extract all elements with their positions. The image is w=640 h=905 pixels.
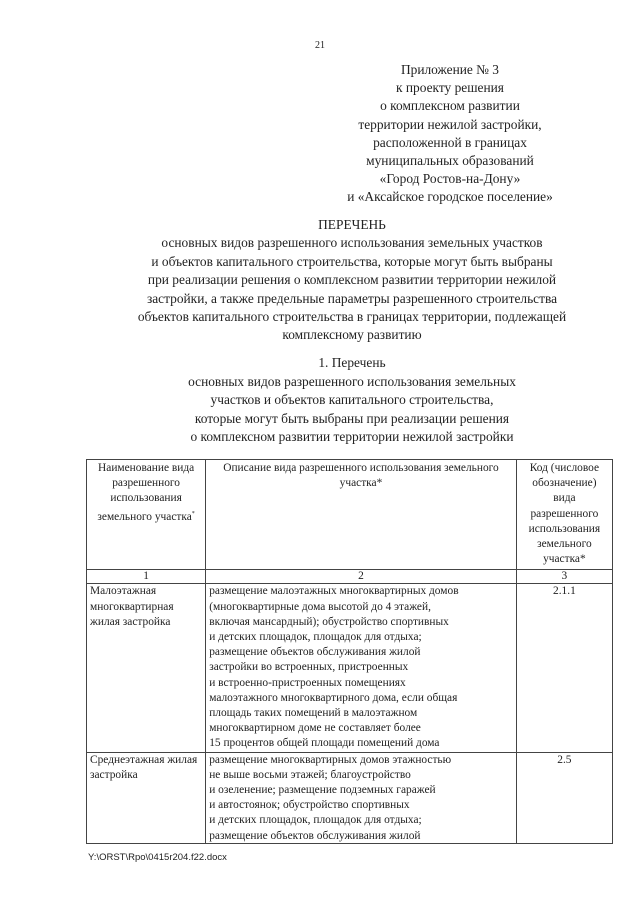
description-line: размещение многоквартирных домов этажностью: [209, 753, 452, 766]
annex-line: расположенной в границах: [373, 134, 527, 150]
table-row: [87, 752, 613, 843]
annex-block: [330, 61, 570, 207]
description-line: и автостоянок; обустройство спортивных: [209, 799, 410, 812]
description-line: застройки во встроенных, пристроенных: [209, 661, 409, 674]
title-line: основных видов разрешенного использования земельных участков: [161, 235, 543, 251]
description-line: и детских площадок, площадок для отдыха;: [209, 814, 422, 827]
description-line: многоквартирном доме не составляет более: [209, 722, 421, 735]
title-line: и объектов капитального строительства, которые могут быть выбраны: [151, 253, 553, 269]
section-line: участков и объектов капитального строительства,: [210, 392, 494, 408]
description-line: размещение объектов обслуживания жилой: [209, 646, 421, 659]
description-line: (многоквартирные дома высотой до 4 этажей,: [209, 600, 431, 613]
description-line: площадь таких помещений в малоэтажном: [209, 707, 418, 720]
description-line: и встроенно-пристроенных помещениях: [209, 676, 406, 689]
header-code: Код (числовое обозначение) вида разрешенного использования земельного участка*: [516, 460, 612, 570]
title-line: при реализации решения о комплексном развитии территории нежилой: [147, 272, 557, 288]
column-number: 3: [516, 570, 612, 584]
section-heading: 1. Перечень: [318, 355, 386, 370]
section-line: о комплексном развитии территории нежилой застройки: [190, 429, 514, 445]
title-line: застройки, а также предельные параметры разрешенного строительства: [146, 290, 558, 306]
header-description: Описание вида разрешенного использования земельного участка*: [206, 460, 517, 570]
description-line: 15 процентов общей площади помещений дома: [209, 737, 440, 750]
annex-line: «Город Ростов-на-Дону»: [379, 171, 521, 187]
annex-line: о комплексном развитии: [380, 98, 520, 114]
section-title: [120, 354, 584, 447]
annex-line: муниципальных образований: [366, 153, 534, 169]
description-line: и озеленение; размещение подземных гаражей: [209, 784, 436, 797]
description-line: и детских площадок, площадок для отдыха;: [209, 631, 422, 644]
land-use-table: [86, 459, 613, 844]
description-line: размещение малоэтажных многоквартирных домов: [209, 585, 459, 598]
header-name: Наименование вида разрешенного использования земельного участка*: [87, 460, 206, 570]
table-row: [87, 584, 613, 752]
page-number: 21: [315, 40, 325, 51]
column-number: 1: [87, 570, 206, 584]
section-line: которые могут быть выбраны при реализации решения: [194, 410, 510, 426]
row-code: 2.5: [516, 752, 612, 843]
description-line: размещение объектов обслуживания жилой: [209, 829, 421, 842]
title-line: объектов капитального строительства в границах территории, подлежащей: [137, 309, 567, 325]
annex-line: территории нежилой застройки,: [358, 116, 542, 132]
row-code: 2.1.1: [516, 584, 612, 752]
footnote-mark: *: [191, 510, 195, 517]
row-description: [206, 584, 517, 752]
document-title: [88, 216, 616, 345]
section-line: основных видов разрешенного использования земельных: [188, 373, 516, 389]
row-name: Среднеэтажная жилая застройка: [87, 752, 206, 843]
column-number: 2: [206, 570, 517, 584]
title-line: комплексному развитию: [282, 327, 422, 343]
table-header-row: [87, 460, 613, 570]
annex-line: к проекту решения: [396, 80, 504, 96]
title-heading: ПЕРЕЧЕНЬ: [318, 217, 386, 232]
description-line: малоэтажного многоквартирного дома, если общая: [209, 691, 458, 704]
file-path-footer: Y:\ORST\Rpo\0415r204.f22.docx: [88, 852, 227, 863]
row-name: Малоэтажная многоквартирная жилая застройка: [87, 584, 206, 752]
column-number-row: [87, 570, 613, 584]
description-line: включая мансардный); обустройство спортивных: [209, 615, 449, 628]
annex-line: Приложение № 3: [400, 62, 500, 77]
annex-line: и «Аксайское городское поселение»: [347, 189, 553, 205]
description-line: не выше восьми этажей; благоустройство: [209, 768, 411, 781]
row-description: [206, 752, 517, 843]
